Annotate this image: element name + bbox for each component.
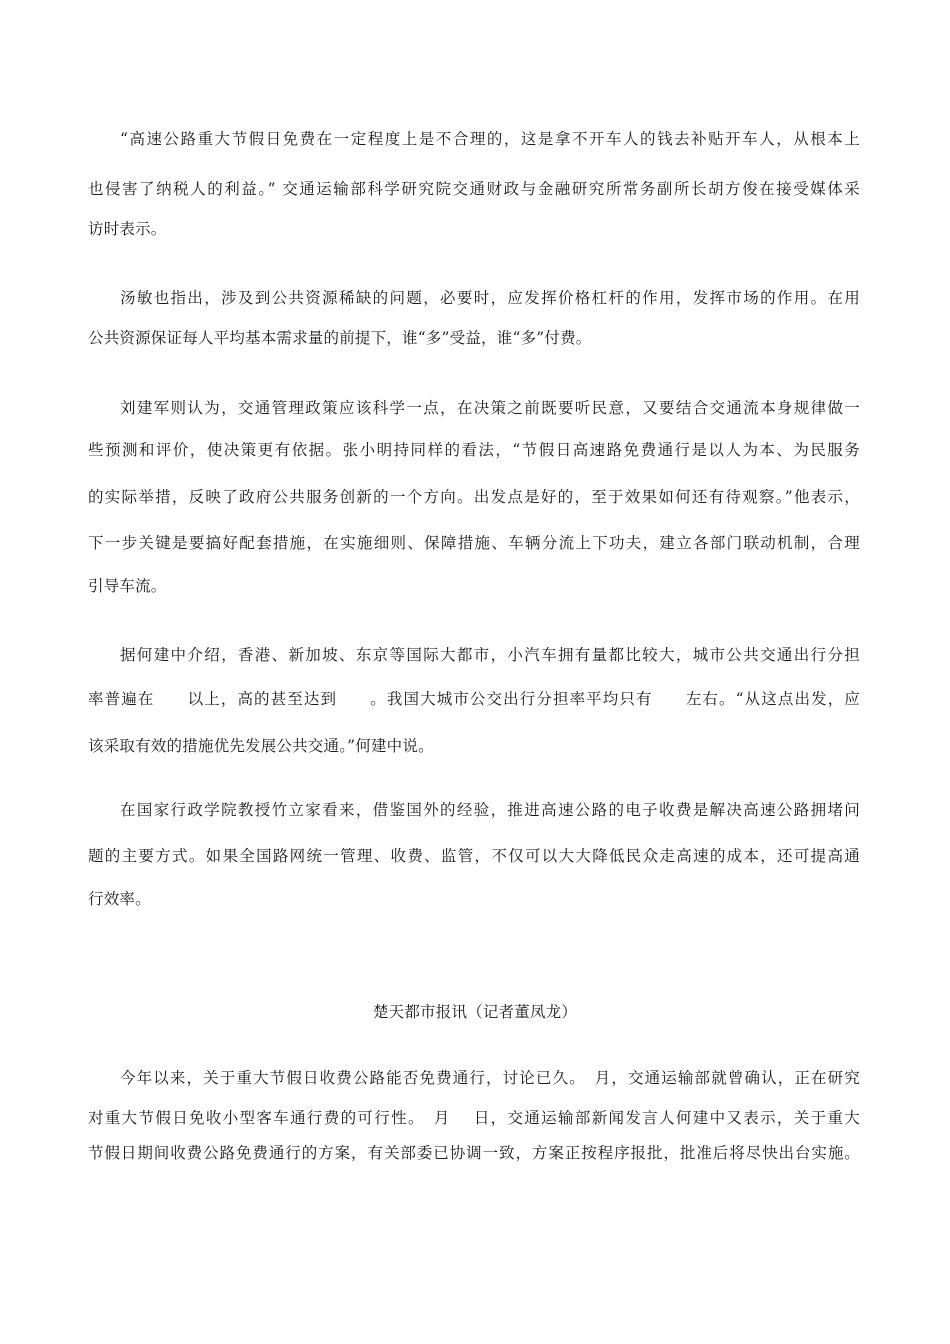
paragraph-3-line-4: 下一步关键是要搞好配套措施，在实施细则、保障措施、车辆分流上下功夫，建立各部门联动机制，合理 <box>88 534 860 552</box>
paragraph-2-line-1: 汤敏也指出，涉及到公共资源稀缺的问题，必要时，应发挥价格杠杆的作用，发挥市场的作用。在用 <box>120 289 860 307</box>
paragraph-1-line-1: “高速公路重大节假日免费在一定程度上是不合理的，这是拿不开车人的钱去补贴开车人，从根本上 <box>120 130 860 148</box>
paragraph-5-line-3: 行效率。 <box>88 890 151 908</box>
paragraph-2-line-2: 公共资源保证每人平均基本需求量的前提下，谁“多”受益，谁“多”付费。 <box>88 329 592 347</box>
paragraph-1-line-2: 也侵害了纳税人的利益。” 交通运输部科学研究院交通财政与金融研究所常务副所长胡方俊在接受媒体采 <box>88 180 860 198</box>
paragraph-5-line-1: 在国家行政学院教授竹立家看来，借鉴国外的经验，推进高速公路的电子收费是解决高速公路拥堵问 <box>120 801 860 819</box>
paragraph-4-line-1: 据何建中介绍，香港、新加坡、东京等国际大都市，小汽车拥有量都比较大，城市公共交通出行分担 <box>120 646 860 664</box>
paragraph-3-line-5: 引导车流。 <box>88 577 167 595</box>
closing-paragraph-line-1: 今年以来，关于重大节假日收费公路能否免费通行，讨论已久。 月，交通运输部就曾确认，正在研究 <box>120 1069 860 1087</box>
paragraph-3-line-2: 些预测和评价，使决策更有依据。张小明持同样的看法，“节假日高速路免费通行是以人为本、为民服务 <box>88 441 860 459</box>
closing-paragraph-line-3: 节假日期间收费公路免费通行的方案，有关部委已协调一致，方案正按程序报批，批准后将尽快出台实施。 <box>88 1144 860 1162</box>
paragraph-4-line-2: 率普遍在 以上，高的甚至达到 。我国大城市公交出行分担率平均只有 左右。“从这点出发，应 <box>88 690 860 708</box>
paragraph-3-line-3: 的实际举措，反映了政府公共服务创新的一个方向。出发点是好的，至于效果如何还有待观察。”他表示， <box>88 488 860 506</box>
closing-paragraph-line-2: 对重大节假日免收小型客车通行费的可行性。 月 日，交通运输部新闻发言人何建中又表示，关于重大 <box>88 1109 860 1127</box>
paragraph-5-line-2: 题的主要方式。如果全国路网统一管理、收费、监管，不仅可以大大降低民众走高速的成本，还可提高通 <box>88 847 860 865</box>
paragraph-3-line-1: 刘建军则认为，交通管理政策应该科学一点，在决策之前既要听民意，又要结合交通流本身规律做一 <box>120 399 860 417</box>
byline: 楚天都市报讯（记者董凤龙） <box>372 1003 578 1021</box>
paragraph-1-line-3: 访时表示。 <box>88 220 167 238</box>
paragraph-4-line-3: 该采取有效的措施优先发展公共交通。”何建中说。 <box>88 737 434 755</box>
